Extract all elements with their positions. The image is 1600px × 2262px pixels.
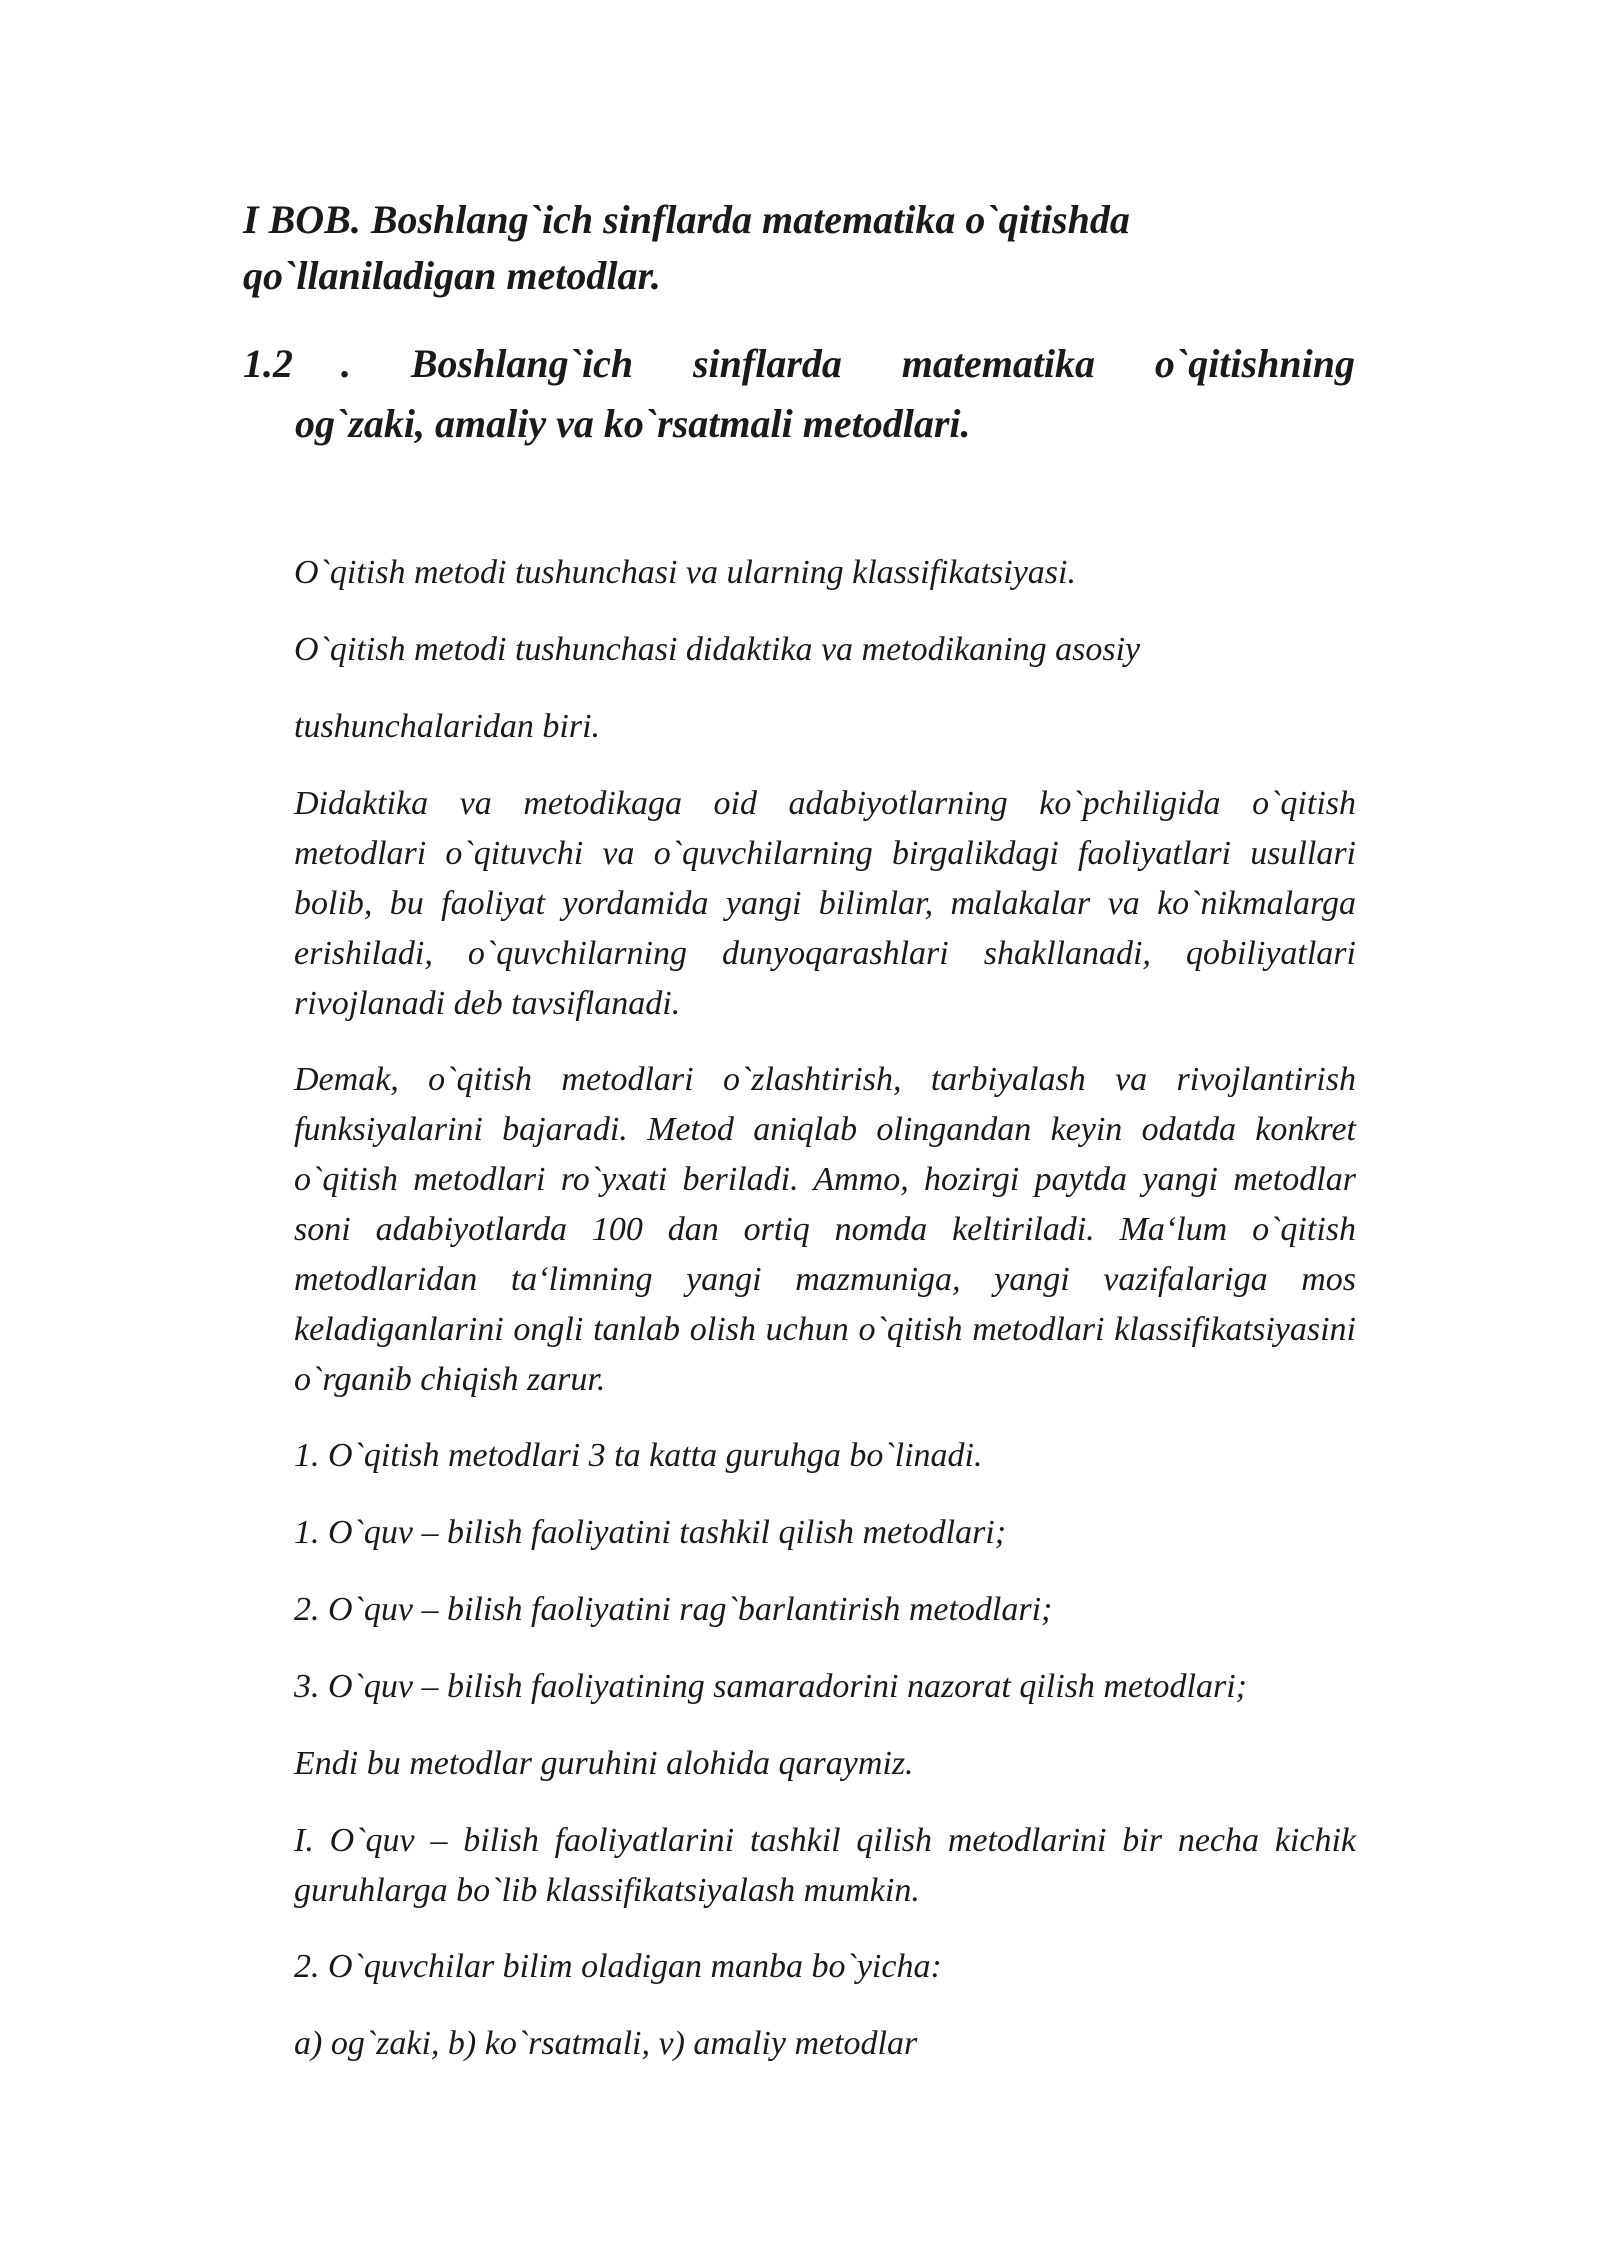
section-word-4: o`qitishning bbox=[1154, 341, 1355, 386]
list-item-2: 2. O`quv – bilish faoliyatini rag`barlantirish metodlari; bbox=[294, 1591, 1053, 1628]
section-word-1: Boshlang`ich bbox=[410, 341, 634, 386]
section-separator: . bbox=[341, 341, 351, 386]
section-heading bbox=[243, 334, 1355, 454]
section-heading-line2: og`zaki, amaliy va ko`rsatmali metodlari. bbox=[295, 401, 971, 446]
chapter-title-line1: I BOB. Boshlang`ich sinflarda matematika o`qitishda bbox=[243, 197, 1130, 242]
paragraph-classification: I. O`quv – bilish faoliyatlarini tashkil qilish metodlarini bir necha kichik guruhlarga bo`lib klassifikatsiyalash mumkin. bbox=[294, 1822, 1356, 1909]
body-text bbox=[294, 548, 1356, 2096]
list-item-3: 3. O`quv – bilish faoliyatining samaradorini nazorat qilish metodlari; bbox=[294, 1668, 1247, 1705]
paragraph-functions: Demak, o`qitish metodlari o`zlashtirish, tarbiyalash va rivojlantirish funksiyalarini bajaradi. Metod aniqlab olingandan keyin odatda konkret o`qitish metodlari ro`yxati beriladi. Ammo, hozirgi paytda yangi metodlar soni adabiyotlarda 100 dan ortiq nomda keltiriladi. Ma‘lum o`qitish metodlaridan ta‘limning yangi mazmuniga, yangi vazifalariga mos keladiganlarini ongli tanlab olish uchun o`qitish metodlari klassifikatsiyasini o`rganib chiqish zarur. bbox=[294, 1061, 1356, 1398]
chapter-title bbox=[243, 192, 1363, 304]
section-number-group bbox=[243, 334, 351, 394]
paragraph-definition-line2: tushunchalaridan biri. bbox=[294, 708, 601, 745]
paragraph-consider: Endi bu metodlar guruhini alohida qaraymiz. bbox=[294, 1745, 914, 1782]
section-number: 1.2 bbox=[243, 341, 293, 386]
section-word-3: matematika bbox=[901, 341, 1096, 386]
section-word-2: sinflarda bbox=[692, 341, 842, 386]
paragraph-didactics: Didaktika va metodikaga oid adabiyotlarning ko`pchiligida o`qitish metodlari o`qituvchi va o`quvchilarning birgalikdagi faoliyatlari usullari bolib, bu faoliyat yordamida yangi bilimlar, malakalar va ko`nikmalarga erishiladi, o`quvchilarning dunyoqarashlari shakllanadi, qobiliyatlari rivojlanadi deb tavsiflanadi. bbox=[294, 785, 1356, 1022]
section-heading-line1 bbox=[243, 334, 1355, 394]
paragraph-groups-intro: 1. O`qitish metodlari 3 ta katta guruhga bo`linadi. bbox=[294, 1437, 983, 1474]
paragraph-definition-line1: O`qitish metodi tushunchasi didaktika va metodikaning asosiy bbox=[294, 631, 1141, 668]
paragraph-intro-topic: O`qitish metodi tushunchasi va ularning klassifikatsiyasi. bbox=[294, 554, 1076, 591]
list-item-1: 1. O`quv – bilish faoliyatini tashkil qilish metodlari; bbox=[294, 1514, 1007, 1551]
paragraph-method-types: a) og`zaki, b) ko`rsatmali, v) amaliy metodlar bbox=[294, 2025, 918, 2062]
paragraph-source: 2. O`quvchilar bilim oladigan manba bo`yicha: bbox=[294, 1948, 942, 1985]
chapter-title-line2: qo`llaniladigan metodlar. bbox=[243, 253, 661, 298]
